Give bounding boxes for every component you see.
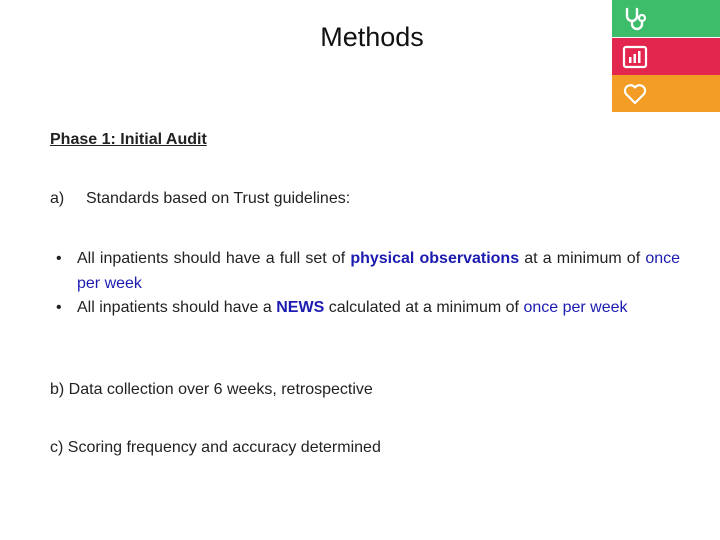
- slide-title: Methods: [320, 22, 424, 52]
- bullet-list: [50, 247, 680, 321]
- highlight-news: NEWS: [276, 299, 325, 316]
- item-a-marker: a): [50, 190, 65, 207]
- bullet-text: at a minimum of: [519, 250, 646, 267]
- item-b: b) Data collection over 6 weeks, retrospective: [50, 381, 373, 398]
- heart-icon: [622, 81, 648, 107]
- bullet-item: [50, 247, 680, 296]
- logo-band-green: [612, 0, 720, 37]
- phase-heading: Phase 1: Initial Audit: [50, 131, 207, 148]
- bar-chart-icon: [622, 44, 648, 70]
- bullet-glyph: •: [56, 250, 62, 267]
- highlight-once-per-week: once per week: [523, 299, 628, 316]
- logo-graphic: [612, 0, 720, 112]
- stethoscope-icon: [622, 6, 648, 32]
- highlight-once-per-week: once per week: [77, 250, 681, 292]
- bullet-text: All inpatients should have a full set of: [77, 250, 351, 267]
- logo-band-red: [612, 38, 720, 75]
- highlight-physical-observations: physical observations: [350, 250, 520, 267]
- item-a: [50, 190, 350, 208]
- bullet-text: All inpatients should have a: [77, 299, 277, 316]
- bullet-item: [50, 296, 680, 321]
- bullet-text: calculated at a minimum of: [324, 299, 524, 316]
- item-a-text: Standards based on Trust guidelines:: [86, 190, 351, 207]
- logo-band-orange: [612, 75, 720, 112]
- item-c: c) Scoring frequency and accuracy determined: [50, 439, 381, 456]
- bullet-glyph: •: [56, 299, 62, 316]
